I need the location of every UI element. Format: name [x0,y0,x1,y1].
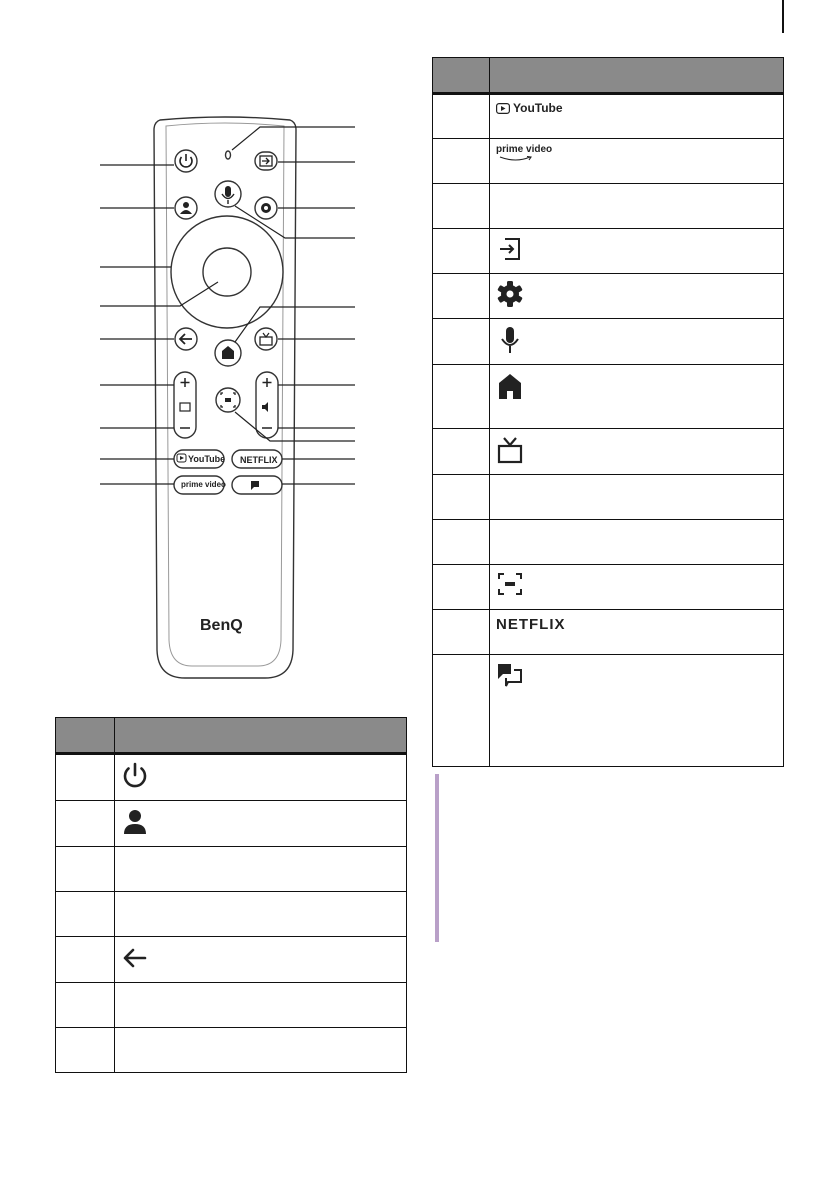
focus-icon [496,571,524,597]
row-text [115,847,407,892]
header-description [115,718,407,754]
youtube-logo-icon [496,101,563,115]
microphone-icon [496,325,524,355]
table-row [56,754,407,801]
netflix-logo-text: NETFLIX [496,616,566,633]
header-description [490,58,784,94]
home-icon [496,371,524,401]
header-number [433,58,490,94]
table-row [433,319,784,365]
remote-netflix-label: NETFLIX [240,455,278,465]
row-text [490,520,784,565]
table-row [433,565,784,610]
youtube-logo-text: YouTube [513,101,563,115]
prime-video-logo-icon [496,145,552,165]
prime-video-logo-text: prime video [496,144,553,155]
table-row [433,655,784,767]
table-row [433,520,784,565]
row-text [115,1028,407,1073]
header-number [56,718,115,754]
note-bar [435,774,439,942]
table-row [56,801,407,847]
input-source-icon [496,235,524,263]
left-key-table [55,717,407,1073]
table-row [433,429,784,475]
table-row [433,475,784,520]
row-text [490,184,784,229]
remote-prime-label: prime video [181,480,226,489]
table-header-row [56,718,407,754]
table-row [56,937,407,983]
row-text [115,892,407,937]
remote-illustration [60,110,360,690]
table-row [56,983,407,1028]
table-row [56,892,407,937]
feedback-icon [496,661,524,691]
tv-icon [496,435,524,465]
cut-line [782,0,784,33]
gear-icon [496,280,524,308]
remote-drawing [60,110,360,690]
user-icon [121,807,149,837]
back-arrow-icon [121,943,149,973]
power-icon [121,761,149,791]
row-text [115,983,407,1028]
table-row [56,1028,407,1073]
netflix-logo-icon [496,616,566,633]
table-header-row [433,58,784,94]
table-row [433,139,784,184]
table-row [433,365,784,429]
remote-brand-logo: BenQ [200,617,243,634]
right-key-table [432,57,784,767]
table-row [433,274,784,319]
table-row [433,184,784,229]
table-row [433,94,784,139]
table-row [56,847,407,892]
table-row [433,610,784,655]
row-text [490,475,784,520]
remote-youtube-label: YouTube [188,454,226,464]
table-row [433,229,784,274]
